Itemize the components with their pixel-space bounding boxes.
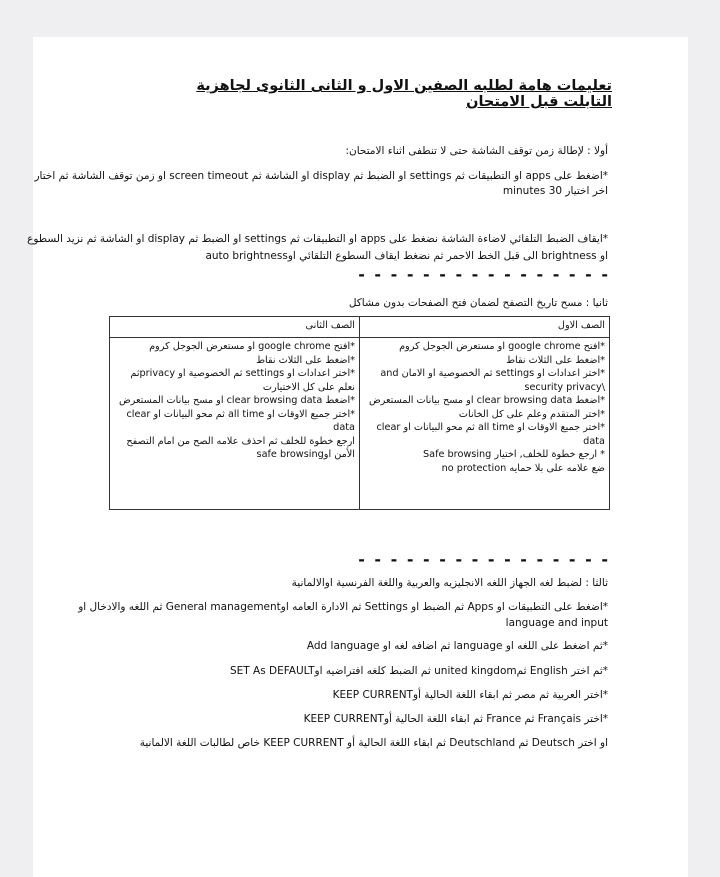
section3-p6: او اختر Deutsch ثم Deutschland ثم ابقاء اللغة الحالية أو KEEP CURRENT خاص لطالبات اللغة الالمانية [139, 737, 608, 749]
section1-p2-line1: *ايقاف الضبط التلقائي لاضاءة الشاشة نضغط على apps او التطبيقات ثم settings او الضبط ثم display او الشاشة ثم نزيد السطوع [27, 233, 608, 245]
section1-heading: أولا : لإطالة زمن توقف الشاشة حتى لا تنطفى اثناء الامتحان: [345, 145, 608, 157]
col-header-first: الصف الاول [360, 317, 610, 338]
first-step: *اضغط على الثلاث نقاط [506, 354, 605, 366]
first-step: ضع علامه على بلا حمايه no protection [441, 462, 605, 474]
first-step: data [583, 435, 605, 447]
second-step: ارجع خطوة للخلف ثم احذف علامه الصح من امام التصفح [126, 435, 355, 447]
first-step: *اضغط clear browsing data او مسح بيانات المستعرض [368, 395, 605, 406]
separator-2: - - - - - - - - - - - - - - - - [358, 550, 610, 569]
section1-p1-line1: *اضغط على apps او التطبيقات ثم settings او الضبط ثم display او الشاشة ثم screen timeout او زمن توقف الشاشة ثم اختار [34, 170, 608, 182]
first-step: *اختر اعدادات او settings ثم الخصوصية او الامان and [380, 368, 605, 379]
first-step: * ارجع خطوة للخلف, اختيار Safe browsing [423, 449, 605, 460]
section3-p2: *ثم اضغط على اللغه او language ثم اضافه لغه او Add language [306, 640, 608, 652]
first-grade-steps [360, 338, 610, 510]
second-step: *اضغط على الثلاث نقاط [256, 354, 355, 366]
second-step: الأمن اوsafe browsing [256, 449, 355, 460]
second-step: نعلم على كل الاختيارت [262, 381, 355, 393]
second-grade-steps [110, 338, 360, 510]
second-step: *افتح google chrome او مستعرض الجوجل كروم [149, 341, 355, 352]
first-step: \security privacy [524, 381, 605, 393]
section2-heading: ثانيا : مسح تاريخ التصفح لضمان فتح الصفحات بدون مشاكل [348, 297, 608, 309]
browsing-data-table [109, 316, 610, 510]
section3-p3: *ثم اختر English ثمunited kingdom ثم الضبط كلغه افتراضيه اوSET As DEFAULT [229, 665, 608, 677]
section3-p4: *اختر العربية ثم مصر ثم ابقاء اللغة الحالية أوKEEP CURRENT [332, 689, 608, 701]
separator-1: - - - - - - - - - - - - - - - - [358, 265, 610, 284]
first-step: *اختر جميع الاوقات او all time ثم محو البيانات او clear [376, 422, 605, 433]
section3-p5: *اختر Français ثم France ثم ابقاء اللغة الحالية أوKEEP CURRENT [303, 713, 608, 725]
second-step: *اختر جميع الاوقات او all time ثم محو البيانات او clear [126, 408, 355, 420]
section3-p1-line1: *اضغط على التطبيقات او Apps ثم الضبط او Settings ثم الادارة العامه اوGeneral management ثم اللغه والادخال او [78, 601, 608, 613]
section1-p1-line2: اخر اختيار 30 minutes [502, 185, 608, 197]
col-header-second: الصف الثانى [110, 317, 360, 338]
first-step: *اختر المتقدم وعلم على كل الخانات [458, 408, 605, 420]
section1-p2-line2: او brightness الى قبل الخط الاحمر ثم نضغط ايقاف السطوع التلقائي اوauto brightness [205, 250, 608, 262]
first-step: *افتح google chrome او مستعرض الجوجل كروم [399, 341, 605, 352]
page-title: تعليمات هامة لطلبه الصفين الاول و الثانى الثانوى لجاهزية التابلت قبل الامتحان [196, 78, 612, 110]
second-step: *اضغط clear browsing data او مسح بيانات المستعرض [118, 395, 355, 406]
second-step: *اختر اعدادات او settings ثم الخصوصية او privacyثم [130, 368, 355, 379]
second-step: data [333, 422, 355, 433]
section3-heading: ثالثا : لضبط لغه الجهاز اللغه الانجليزيه والعربية واللغة الفرنسية اوالالمانية [291, 577, 608, 589]
section3-p1-line2: language and input [505, 617, 608, 629]
